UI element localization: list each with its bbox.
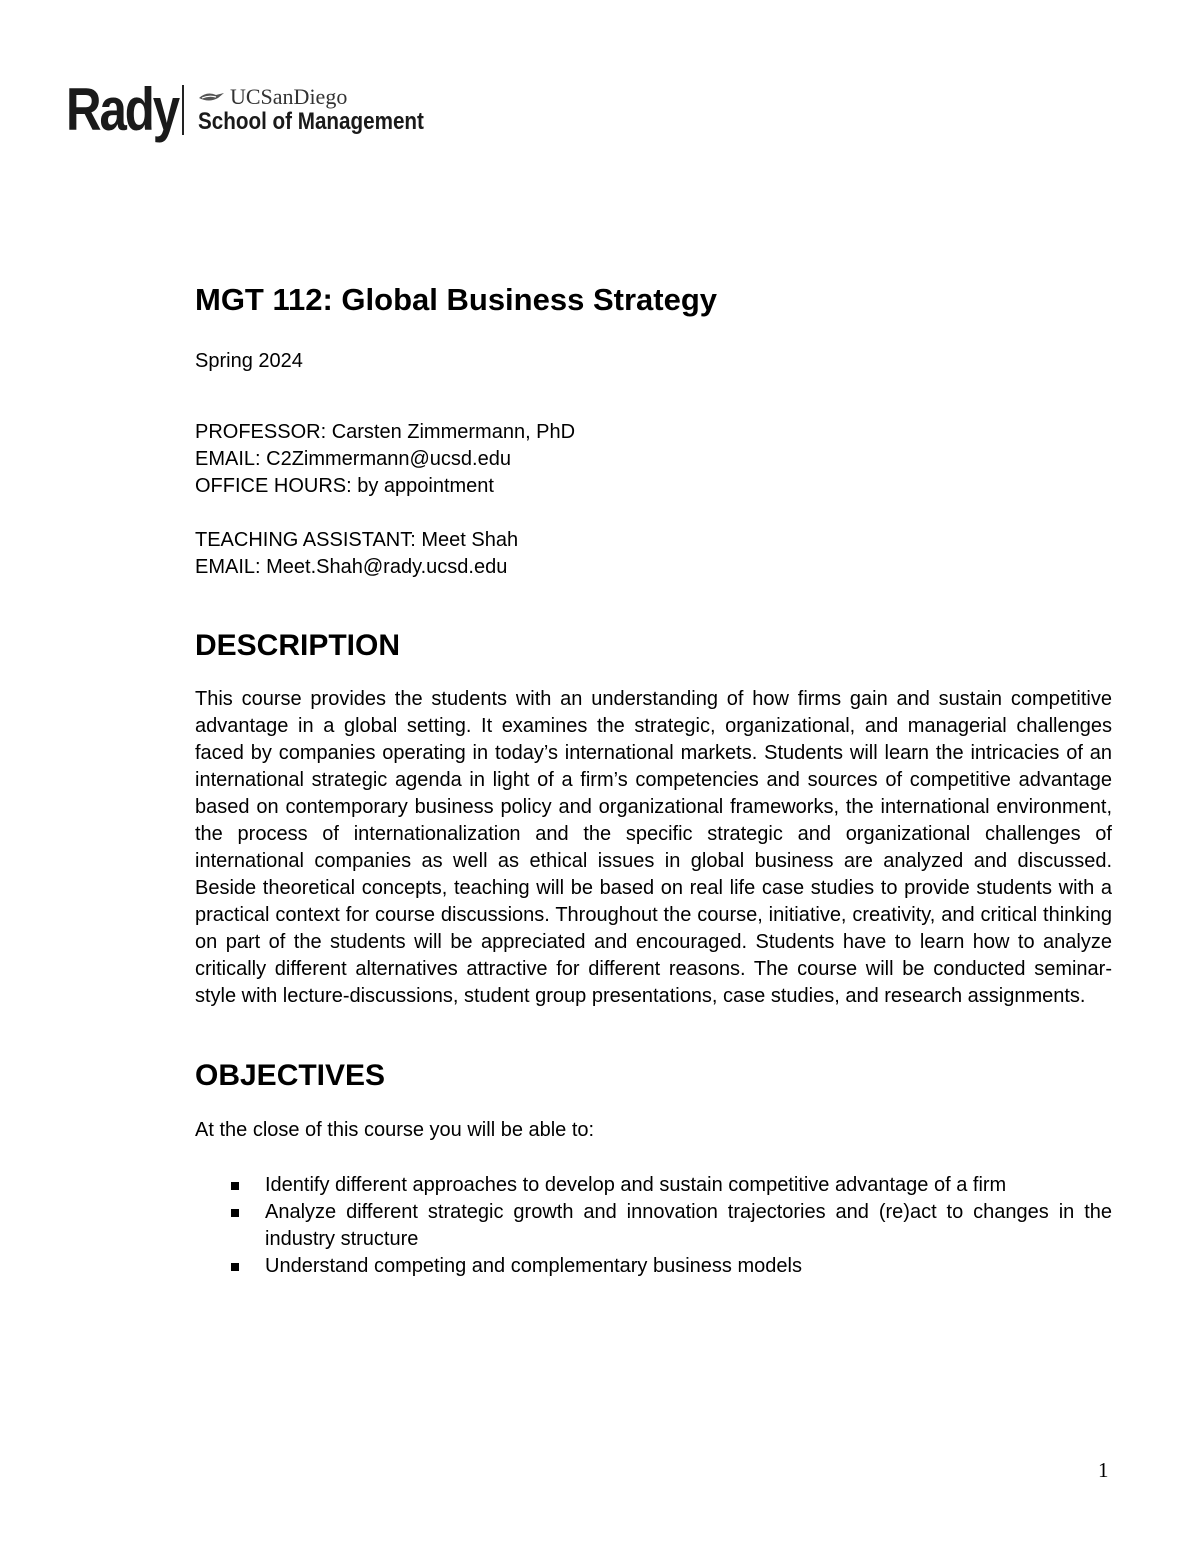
logo-brand: Rady bbox=[66, 76, 179, 143]
course-title: MGT 112: Global Business Strategy bbox=[195, 282, 717, 317]
objective-text: Understand competing and complementary business models bbox=[265, 1255, 802, 1277]
professor-info bbox=[195, 419, 1112, 500]
logo-text-group bbox=[198, 85, 461, 135]
syllabus-content bbox=[195, 280, 1112, 1280]
ta-name: TEACHING ASSISTANT: Meet Shah bbox=[195, 529, 519, 551]
logo-university-text: UCSanDiego bbox=[230, 84, 348, 109]
triton-icon bbox=[198, 90, 226, 104]
description-heading: DESCRIPTION bbox=[195, 629, 401, 662]
logo-school: School of Management bbox=[198, 108, 424, 135]
list-item bbox=[195, 1199, 1112, 1253]
objectives-heading: OBJECTIVES bbox=[195, 1059, 386, 1092]
list-item bbox=[195, 1253, 1112, 1280]
page-number: 1 bbox=[1098, 1458, 1109, 1482]
square-bullet-icon bbox=[231, 1263, 239, 1271]
list-item bbox=[195, 1172, 1112, 1199]
logo-divider bbox=[182, 85, 184, 135]
ta-email: EMAIL: Meet.Shah@rady.ucsd.edu bbox=[195, 556, 508, 578]
professor-email: EMAIL: C2Zimmermann@ucsd.edu bbox=[195, 448, 511, 470]
objectives-intro: At the close of this course you will be able to: bbox=[195, 1119, 595, 1141]
logo-university bbox=[198, 85, 461, 109]
objectives-list bbox=[195, 1172, 1112, 1280]
objective-text: Analyze different strategic growth and innovation trajectories and (re)act to changes in the industry structure bbox=[265, 1201, 1112, 1250]
ta-info bbox=[195, 527, 1112, 581]
objective-text: Identify different approaches to develop and sustain competitive advantage of a firm bbox=[265, 1174, 1007, 1196]
office-hours: OFFICE HOURS: by appointment bbox=[195, 475, 494, 497]
course-term: Spring 2024 bbox=[195, 350, 303, 372]
rady-logo bbox=[66, 78, 461, 142]
square-bullet-icon bbox=[231, 1209, 239, 1217]
professor-name: PROFESSOR: Carsten Zimmermann, PhD bbox=[195, 421, 576, 443]
description-text: This course provides the students with an understanding of how firms gain and sustain competitive advantage in a global setting. It examines the strategic, organizational, and managerial challenges faced by companies operating in today’s international markets. Students will learn the intricacies of an international strategic agenda in light of a firm’s competencies and sources of competitive advantage based on contemporary business policy and organizational frameworks, the international environment, the process of internationalization and the specific strategic and organizational challenges of international companies as well as ethical issues in global business are analyzed and discussed. Beside theoretical concepts, teaching will be based on real life case studies to provide students with a practical context for course discussions. Throughout the course, initiative, creativity, and critical thinking on part of the students will be appreciated and encouraged. Students have to learn how to analyze critically different alternatives attractive for different reasons. The course will be conducted seminar-style with lecture-discussions, student group presentations, case studies, and research assignments. bbox=[195, 688, 1112, 1007]
square-bullet-icon bbox=[231, 1182, 239, 1190]
